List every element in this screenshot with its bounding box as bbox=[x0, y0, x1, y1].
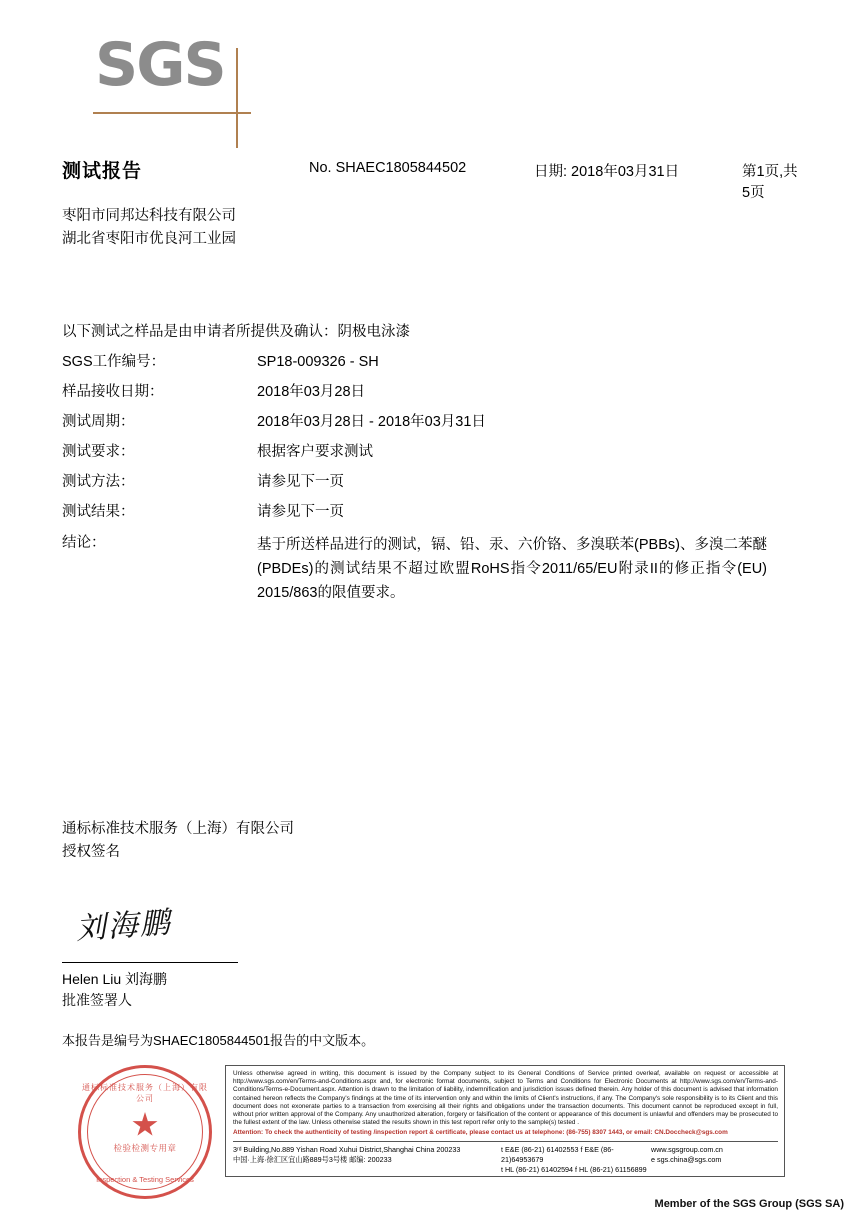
sgs-logo bbox=[93, 30, 253, 120]
detail-value: 请参见下一页 bbox=[257, 504, 344, 520]
footer-address-en: 3ʳᵈ Building,No.889 Yishan Road Xuhui District,Shanghai China 200233 bbox=[233, 1144, 461, 1154]
report-header bbox=[62, 158, 802, 201]
page-title: 测试报告 bbox=[62, 161, 143, 182]
detail-value: 根据客户要求测试 bbox=[257, 444, 373, 460]
signatory-role: 批准签署人 bbox=[62, 992, 132, 1008]
signatory-name: Helen Liu 刘海鹏 bbox=[62, 971, 168, 987]
footer-contact-ee: t E&E (86-21) 61402553 f E&E (86-21)64953679 bbox=[501, 1144, 614, 1164]
stamp-mid-text: 检验检测专用章 bbox=[113, 1143, 177, 1153]
page-counter: 第1页,共5页 bbox=[742, 164, 798, 201]
logo-horizontal-rule bbox=[93, 112, 251, 114]
detail-row bbox=[62, 412, 782, 433]
footer-contact-hl: t HL (86-21) 61402594 f HL (86-21) 61156899 bbox=[501, 1164, 647, 1174]
footer-email[interactable]: e sgs.china@sgs.com bbox=[651, 1154, 722, 1164]
conclusion-label: 结论： bbox=[62, 535, 106, 551]
signature-rule bbox=[62, 962, 238, 963]
detail-label: 样品接收日期： bbox=[62, 384, 164, 400]
sample-statement: 以下测试之样品是由申请者所提供及确认：阴极电泳漆 bbox=[62, 324, 410, 340]
logo-vertical-rule bbox=[236, 48, 238, 148]
authorized-signature-label: 授权签名 bbox=[62, 844, 120, 860]
stamp-arc-text: 通标标准技术服务（上海）有限公司 bbox=[82, 1083, 208, 1103]
signing-company-name: 通标标准技术服务（上海）有限公司 bbox=[62, 821, 294, 837]
conclusion-value: 基于所送样品进行的测试，镉、铅、汞、六价铬、多溴联苯(PBBs)、多溴二苯醚(PBDEs)的测试结果不超过欧盟RoHS指令2011/65/EU附录II的修正指令(EU) 2015/863的限值要求。 bbox=[257, 537, 767, 601]
official-stamp-icon bbox=[78, 1065, 212, 1199]
report-date: 日期: 2018年03月31日 bbox=[534, 164, 680, 180]
client-block bbox=[62, 205, 236, 251]
detail-row bbox=[62, 502, 782, 523]
footer-legal-box bbox=[225, 1065, 785, 1177]
signing-company-block bbox=[62, 818, 294, 864]
footer-attention-text: Attention: To check the authenticity of testing /inspection report & certificate, please contact us at telephone: (86-755) 8307 1443, or email: CN.Doccheck@sgs.com bbox=[233, 1129, 728, 1137]
signature-area bbox=[62, 905, 382, 1011]
footer-address-row bbox=[233, 1142, 778, 1175]
footer-website[interactable]: www.sgsgroup.com.cn bbox=[651, 1144, 723, 1154]
detail-value: SP18-009326 - SH bbox=[257, 354, 379, 370]
detail-label: 测试周期： bbox=[62, 414, 135, 430]
footer-address-cn: 中国·上海·徐汇区宜山路889号3号楼 邮编: 200233 bbox=[233, 1154, 392, 1164]
detail-label: 测试要求： bbox=[62, 444, 135, 460]
details-table bbox=[62, 352, 782, 614]
report-number: No. SHAEC1805844502 bbox=[309, 160, 467, 176]
conclusion-row bbox=[62, 533, 782, 605]
detail-label: 测试方法： bbox=[62, 474, 135, 490]
version-note: 本报告是编号为SHAEC1805844501报告的中文版本。 bbox=[62, 1033, 375, 1048]
footer-member-text: Member of the SGS Group (SGS SA) bbox=[654, 1198, 844, 1210]
detail-row bbox=[62, 442, 782, 463]
client-name: 枣阳市同邦达科技有限公司 bbox=[62, 208, 236, 224]
sgs-logo-text: SGS bbox=[95, 30, 225, 100]
footer-legal-text: Unless otherwise agreed in writing, this document is issued by the Company subject to its General Conditions of Service printed overleaf, available on request or accessible at http://www.sgs.com/en/Terms-and-Conditions.aspx and, for electronic format documents, subject to Terms and Conditions for Electronic Documents at http://www.sgs.com/en/Terms-and-Conditions/Terms-e-Document.aspx. Attention is drawn to the limitation of liability, indemnification and jurisdiction issues defined therein. Any holder of this document is advised that information contained hereon reflects the Company's findings at the time of its intervention only and within the limits of Client's instructions, if any. The Company's sole responsibility is to its Client and this document does not exonerate parties to a transaction from exercising all their rights and obligations under the transaction documents. This document cannot be reproduced except in full, without prior written approval of the Company. Any unauthorized alteration, forgery or falsification of the content or appearance of this document is unlawful and offenders may be prosecuted to the fullest extent of the law. Unless otherwise stated the results shown in this test report refer only to the sample(s) tested . bbox=[233, 1070, 778, 1127]
detail-value: 2018年03月28日 bbox=[257, 384, 366, 400]
client-address: 湖北省枣阳市优良河工业园 bbox=[62, 231, 236, 247]
detail-row bbox=[62, 382, 782, 403]
detail-row bbox=[62, 352, 782, 373]
handwritten-signature: 刘海鹏 bbox=[74, 905, 173, 947]
stamp-sub-text: Inspection & Testing Services bbox=[96, 1175, 194, 1184]
detail-label: SGS工作编号： bbox=[62, 354, 166, 370]
detail-value: 请参见下一页 bbox=[257, 474, 344, 490]
detail-value: 2018年03月28日 - 2018年03月31日 bbox=[257, 414, 486, 430]
detail-row bbox=[62, 472, 782, 493]
detail-label: 测试结果： bbox=[62, 504, 135, 520]
